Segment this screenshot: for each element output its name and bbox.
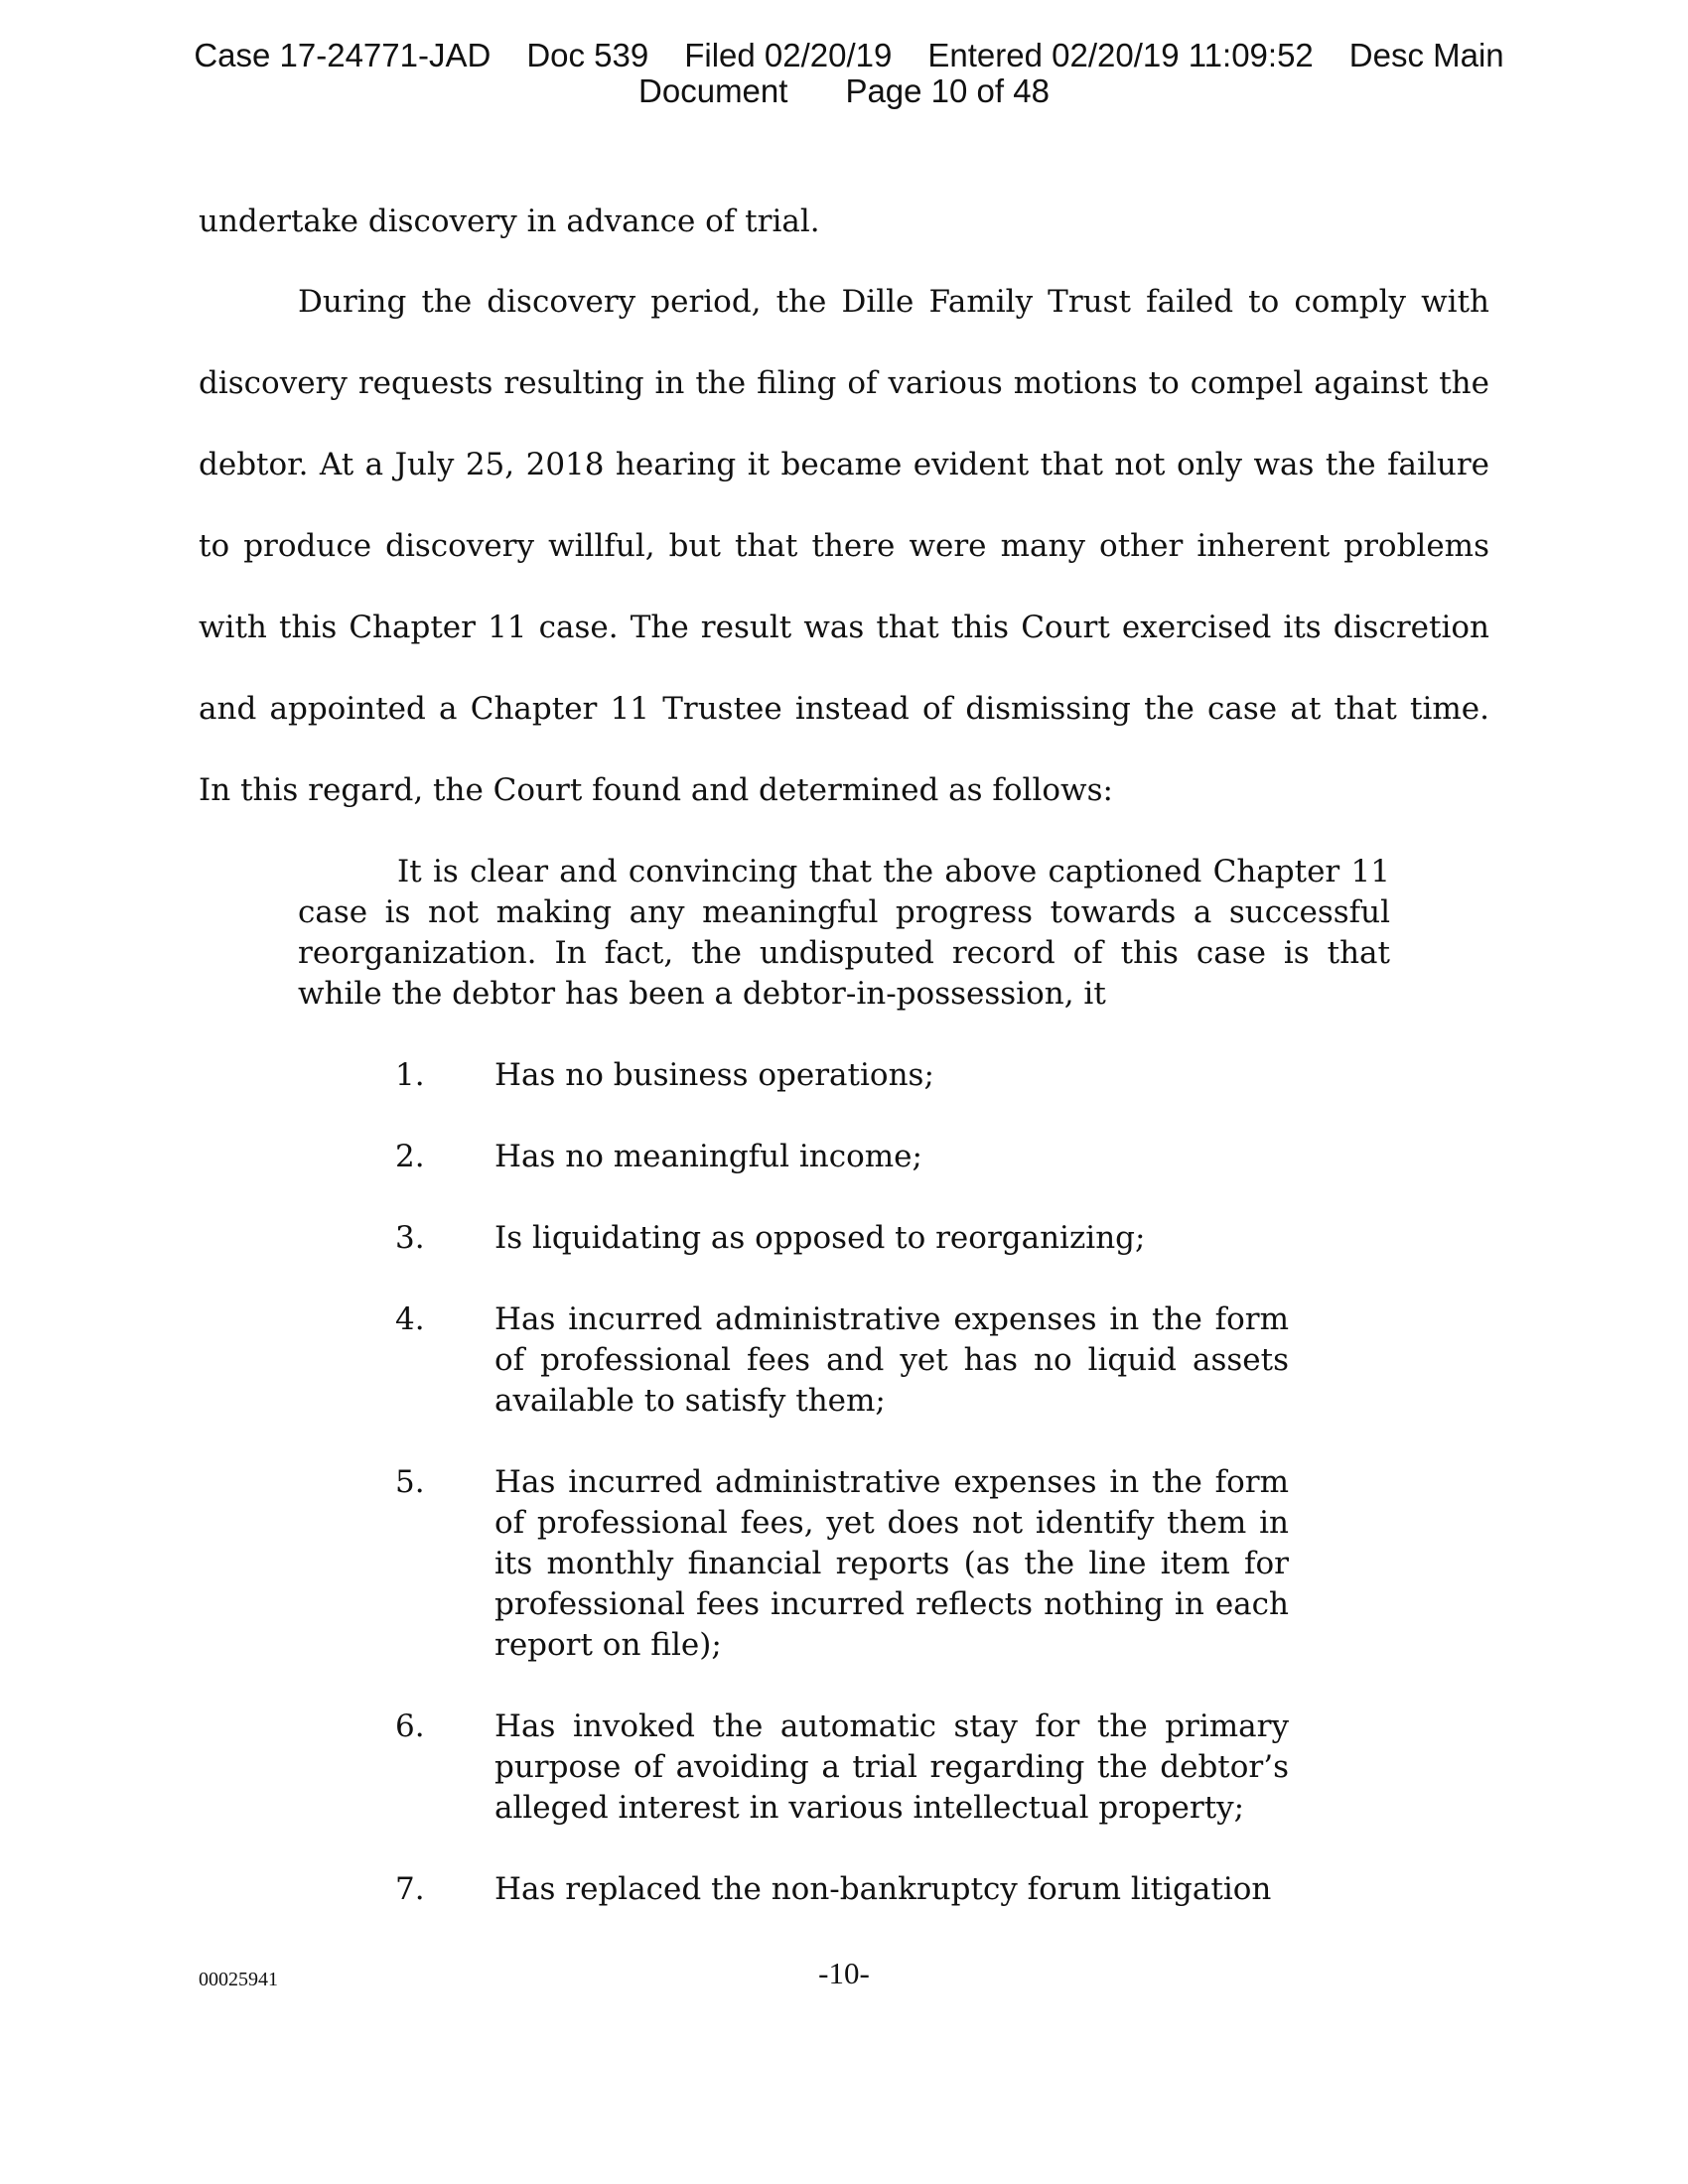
filing-header-line-1 <box>0 38 1688 73</box>
list-item-line: its monthly financial reports (as the line item for <box>494 1546 1289 1581</box>
list-item-text <box>494 1055 1289 1096</box>
list-item-line: purpose of avoiding a trial regarding the debtor’s <box>494 1749 1289 1785</box>
quote-line-2: case is not making any meaningful progress towards a successful <box>298 894 1390 930</box>
list-item-line: of professional fees and yet has no liquid assets <box>494 1342 1289 1378</box>
list-item-line: Is liquidating as opposed to reorganizing; <box>494 1220 1146 1256</box>
filing-header-line-2 <box>0 73 1688 109</box>
filed-date: Filed 02/20/19 <box>684 37 893 73</box>
entered-date: Entered 02/20/19 11:09:52 <box>927 37 1314 73</box>
filing-header <box>0 38 1688 109</box>
list-item-line: of professional fees, yet does not identify them in <box>494 1505 1289 1541</box>
list-item-text <box>494 1299 1289 1422</box>
desc-main: Desc Main <box>1348 37 1504 73</box>
body-line-7: and appointed a Chapter 11 Trustee instead of dismissing the case at that time. <box>199 691 1489 727</box>
page-number: -10- <box>818 1956 870 1990</box>
page-of-total: Page 10 of 48 <box>845 72 1050 109</box>
list-item-line: report on file); <box>494 1627 722 1663</box>
list-item-text <box>494 1462 1289 1666</box>
document-label: Document <box>638 72 788 109</box>
list-item-number: 5. <box>395 1464 425 1500</box>
list-item-line: Has incurred administrative expenses in the form <box>494 1464 1289 1500</box>
list-item-number: 7. <box>395 1871 425 1907</box>
list-item-line: alleged interest in various intellectual property; <box>494 1790 1245 1826</box>
list-item-text <box>494 1137 1289 1177</box>
document-id: 00025941 <box>199 1969 278 1990</box>
case-number: Case 17-24771-JAD <box>194 37 492 73</box>
body-line-2: During the discovery period, the Dille Family Trust failed to comply with <box>298 284 1489 320</box>
body-line-1: undertake discovery in advance of trial. <box>199 204 820 239</box>
list-item-number: 1. <box>395 1057 425 1093</box>
doc-number: Doc 539 <box>526 37 649 73</box>
list-item-line: Has no business operations; <box>494 1057 934 1093</box>
list-item-line: Has invoked the automatic stay for the primary <box>494 1708 1289 1744</box>
list-item-text <box>494 1706 1289 1829</box>
list-item-text <box>494 1869 1289 1910</box>
list-item-text <box>494 1218 1289 1259</box>
quote-line-1: It is clear and convincing that the above captioned Chapter 11 <box>397 854 1390 889</box>
body-line-5: to produce discovery willful, but that there were many other inherent problems <box>199 528 1489 564</box>
block-quote <box>298 852 1390 1015</box>
list-item-number: 2. <box>395 1139 425 1174</box>
body-line-3: discovery requests resulting in the filing of various motions to compel against the <box>199 365 1489 401</box>
list-item-line: available to satisfy them; <box>494 1383 886 1419</box>
body-line-4: debtor. At a July 25, 2018 hearing it became evident that not only was the failure <box>199 447 1489 482</box>
list-item-line: professional fees incurred reflects nothing in each <box>494 1586 1289 1622</box>
list-item-number: 6. <box>395 1708 425 1744</box>
list-item-line: Has incurred administrative expenses in the form <box>494 1301 1289 1337</box>
list-item-line: Has replaced the non-bankruptcy forum litigation <box>494 1871 1272 1907</box>
body-line-8: In this regard, the Court found and determined as follows: <box>199 772 1113 808</box>
quote-line-4: while the debtor has been a debtor-in-possession, it <box>298 976 1106 1012</box>
body-line-6: with this Chapter 11 case. The result was that this Court exercised its discretion <box>199 610 1489 645</box>
list-item-number: 4. <box>395 1301 425 1337</box>
quote-line-3: reorganization. In fact, the undisputed record of this case is that <box>298 935 1390 971</box>
list-item-number: 3. <box>395 1220 425 1256</box>
list-item-line: Has no meaningful income; <box>494 1139 922 1174</box>
